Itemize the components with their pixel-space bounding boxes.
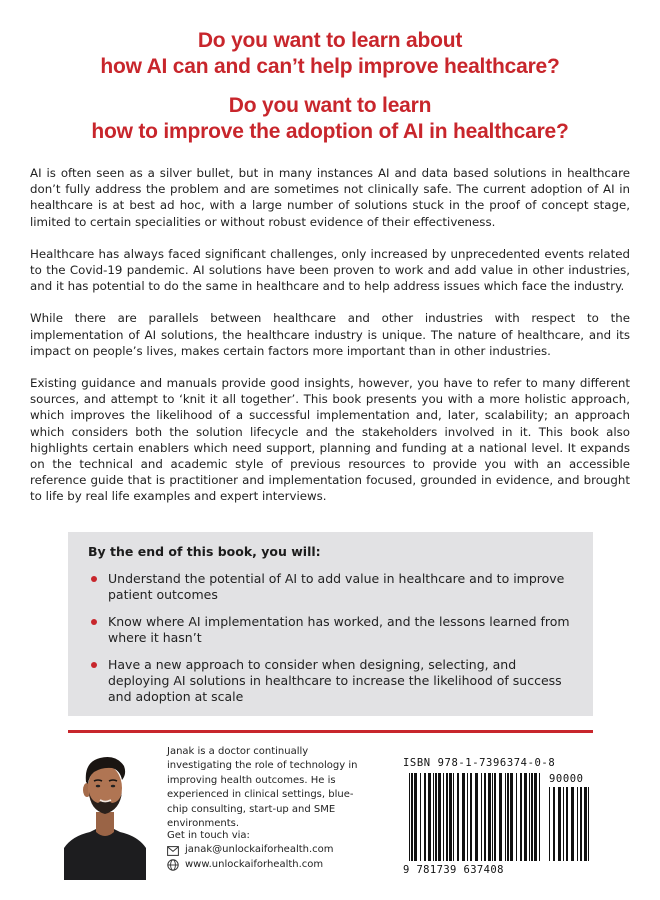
barcode-bar: [449, 773, 452, 861]
email-row: [167, 843, 387, 857]
paragraph-2: Healthcare has always faced significant challenges, only increased by unprecedented events related to the Covid-19 pandemic. AI solutions have been proven to work and add value in other industries, and it has potential to do the same in healthcare and to help address issues which face the industry.: [30, 246, 630, 294]
author-photo: [64, 748, 146, 880]
barcode-bar: [462, 773, 465, 861]
barcode-bar: [446, 773, 448, 861]
outcome-item: [88, 571, 573, 603]
envelope-icon: [167, 846, 179, 856]
bullet-icon: [91, 619, 97, 625]
barcode-bar: [492, 773, 493, 861]
contact-label: Get in touch via:: [167, 830, 250, 841]
website-row: [167, 858, 387, 872]
headline-1-line-2: how AI can and can’t help improve healthcare?: [100, 55, 560, 78]
barcode-bar: [566, 787, 568, 861]
barcode-bar: [571, 787, 574, 861]
globe-icon: [167, 859, 179, 871]
barcode-bar: [481, 773, 482, 861]
headline-learn-about: [0, 28, 660, 80]
headline-2-line-1: Do you want to learn: [228, 94, 432, 117]
barcode-bar: [424, 773, 426, 861]
price-addon: 90000: [549, 773, 584, 785]
barcode-bar: [470, 773, 472, 861]
isbn-number: ISBN 978-1-7396374-0-8: [403, 757, 556, 769]
barcode-bar: [467, 773, 468, 861]
outcome-item: [88, 614, 573, 646]
barcode-bar: [488, 773, 491, 861]
outcome-list: [88, 571, 573, 705]
barcode-bar: [510, 773, 513, 861]
barcode-bar: [475, 773, 478, 861]
outcome-text: Understand the potential of AI to add value in healthcare and to improve patient outcomes: [108, 571, 565, 602]
barcode-bar: [584, 787, 587, 861]
barcode-bar: [443, 773, 444, 861]
barcode-bar: [453, 773, 454, 861]
website-url[interactable]: www.unlockaiforhealth.com: [185, 858, 324, 870]
barcode-bar: [558, 787, 561, 861]
barcode-bar: [435, 773, 437, 861]
barcode-bar: [457, 773, 459, 861]
barcode-bar: [516, 773, 517, 861]
outcome-item: [88, 657, 573, 705]
headline-1-line-1: Do you want to learn about: [197, 29, 463, 52]
barcode-bar: [529, 773, 530, 861]
author-portrait-icon: [64, 748, 146, 880]
barcode-bar: [563, 787, 564, 861]
barcode-bar: [549, 787, 550, 861]
box-title: By the end of this book, you will:: [88, 544, 321, 559]
barcode-bar: [588, 787, 589, 861]
headline-learn-adoption: [0, 93, 660, 145]
barcode-bar: [507, 773, 509, 861]
barcode-bar: [414, 773, 417, 861]
paragraph-3: While there are parallels between healthcare and other industries with respect to the implementation of AI solutions, the healthcare industry is unique. The nature of healthcare, and its impact on people’s lives, makes certain factors more important than in other industries.: [30, 311, 630, 358]
barcode-bar: [534, 773, 537, 861]
barcode-bar: [531, 773, 533, 861]
barcode-bar: [580, 787, 582, 861]
author-bio: Janak is a doctor continually investigating the role of technology in improving health outcomes. He is experienced in clinical settings, blue-chip consulting, start-up and SME environments.: [167, 746, 358, 830]
divider-rule: [68, 730, 593, 733]
barcode-bar: [484, 773, 486, 861]
outcome-text: Have a new approach to consider when designing, selecting, and deploying AI solutions in healthcare to increase the likelihood of success and adoption at scale: [108, 657, 562, 704]
bullet-icon: [91, 576, 97, 582]
barcode-bar: [499, 773, 502, 861]
barcode-bar: [553, 787, 555, 861]
barcode-bar: [524, 773, 527, 861]
barcode-bar: [420, 773, 421, 861]
barcode-bar: [409, 773, 410, 861]
paragraph-1: AI is often seen as a silver bullet, but in many instances AI and data based solutions in healthcare don’t fully address the problem and are sometimes not clinically safe. The current adoption of AI in healthcare is at best ad hoc, with a large number of solutions stuck in the proof of concept stage, limited to certain specialities or without robust evidence of their effectiveness.: [30, 166, 630, 229]
barcode-bar: [577, 787, 578, 861]
barcode-bar: [494, 773, 496, 861]
outcome-text: Know where AI implementation has worked, and the lessons learned from where it hasn’t: [108, 614, 570, 645]
barcode-bar: [539, 773, 540, 861]
paragraph-4: Existing guidance and manuals provide good insights, however, you have to refer to many different sources, and attempt to ‘knit it all together’. This book presents you with a more holistic approach, which improves the likelihood of a successful implementation and, later, scalability; an approach which considers both the solution lifecycle and the stakeholders involved in it. This book also highlights certain enablers which need support, planning and funding at a national level. It expands on the technical and academic style of previous resources to provide you with an accessible reference guide that is practitioner and implementation focused, grounded in evidence, and brought to life by real life examples and expert interviews.: [30, 376, 630, 504]
barcode-bar: [520, 773, 522, 861]
barcode-bar: [411, 773, 413, 861]
headline-2-line-2: how to improve the adoption of AI in healthcare?: [91, 120, 569, 143]
author-contact: [167, 829, 387, 872]
barcode-bar: [505, 773, 506, 861]
body-copy: [30, 165, 630, 521]
email-address[interactable]: janak@unlockaiforhealth.com: [185, 844, 334, 856]
isbn-barcode: [403, 757, 593, 883]
learning-outcomes-box: [68, 532, 593, 716]
barcode-bar: [433, 773, 434, 861]
ean-number: 9 781739 637408: [403, 864, 504, 876]
barcode-bar: [438, 773, 441, 861]
barcode-bar: [428, 773, 431, 861]
bullet-icon: [91, 662, 97, 668]
